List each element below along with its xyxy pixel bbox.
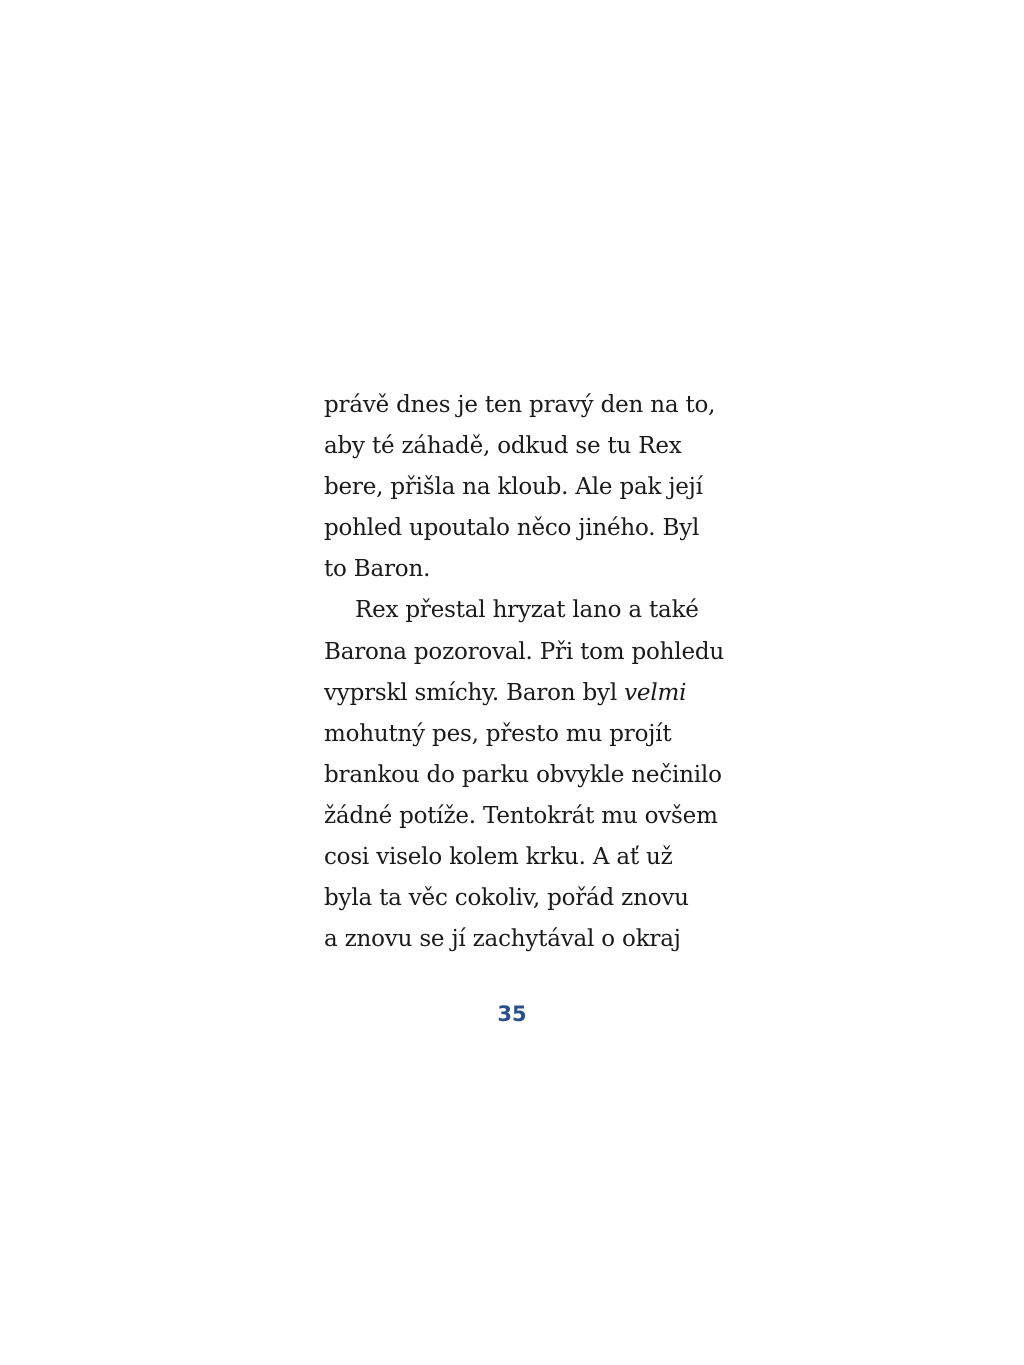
text-line: Barona pozoroval. Při tom pohledu: [324, 638, 724, 665]
text-line: bere, přišla na kloub. Ale pak její: [324, 474, 703, 501]
text-line: žádné potíže. Tentokrát mu ovšem: [324, 802, 718, 829]
text-line: a znovu se jí zachytával o okraj: [324, 926, 681, 953]
text-segment: vyprskl smíchy. Baron byl: [324, 679, 625, 706]
emphasis-word: velmi: [624, 679, 687, 706]
text-line: byla ta věc cokoliv, pořád znovu: [324, 885, 689, 912]
page-number: 35: [497, 1002, 527, 1026]
text-line: mohutný pes, přesto mu projít: [324, 720, 672, 747]
text-line: právě dnes je ten pravý den na to,: [324, 392, 716, 418]
text-line: brankou do parku obvykle nečinilo: [324, 761, 722, 788]
body-text: [324, 385, 724, 960]
paragraph-first-line: Rex přestal hryzat lano a také: [355, 597, 699, 624]
text-line: aby té záhadě, odkud se tu Rex: [324, 433, 682, 460]
text-line: to Baron.: [324, 556, 431, 583]
text-line: cosi viselo kolem krku. A ať už: [324, 844, 673, 871]
text-line: pohled upoutalo něco jiného. Byl: [324, 515, 700, 542]
text-line-with-emphasis: [324, 673, 724, 714]
